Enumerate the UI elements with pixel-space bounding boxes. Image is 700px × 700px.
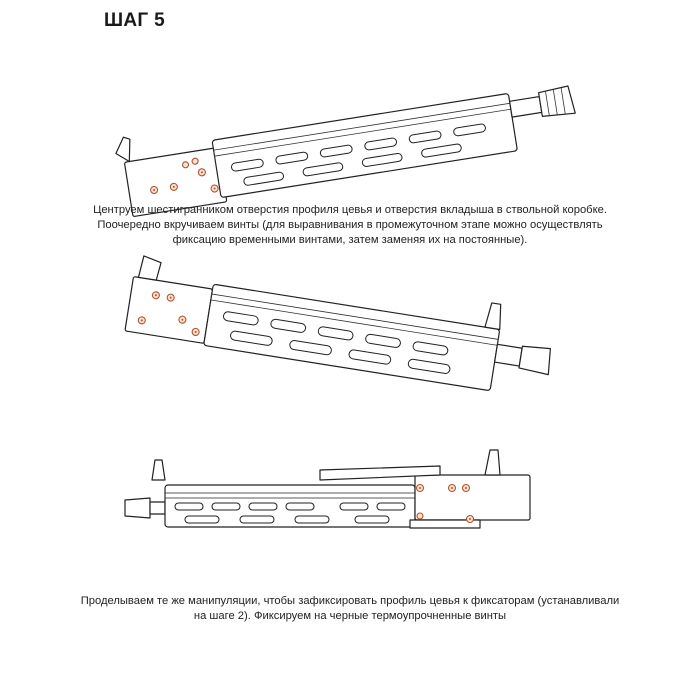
- illustration-handguard-side: [0, 440, 700, 540]
- caption-step-centering: Центруем шестигранником отверстия профиля цевья и отверстия вкладыша в ствольной коробке. Поочередно вкручиваем винты (для выравнивания в промежуточном этапе можно осуществлять фиксацию временными винтами, затем заменяя их на постоянные).: [93, 204, 607, 246]
- illustration-handguard-top: [0, 60, 700, 200]
- caption-step-fixing: Проделываем те же манипуляции, чтобы зафиксировать профиль цевья к фиксаторам (устанавливали на шаге 2). Фиксируем на черные термоупрочненные винты: [80, 595, 620, 622]
- step-title: ШАГ 5: [104, 10, 165, 31]
- illustration-handguard-middle: [0, 265, 700, 425]
